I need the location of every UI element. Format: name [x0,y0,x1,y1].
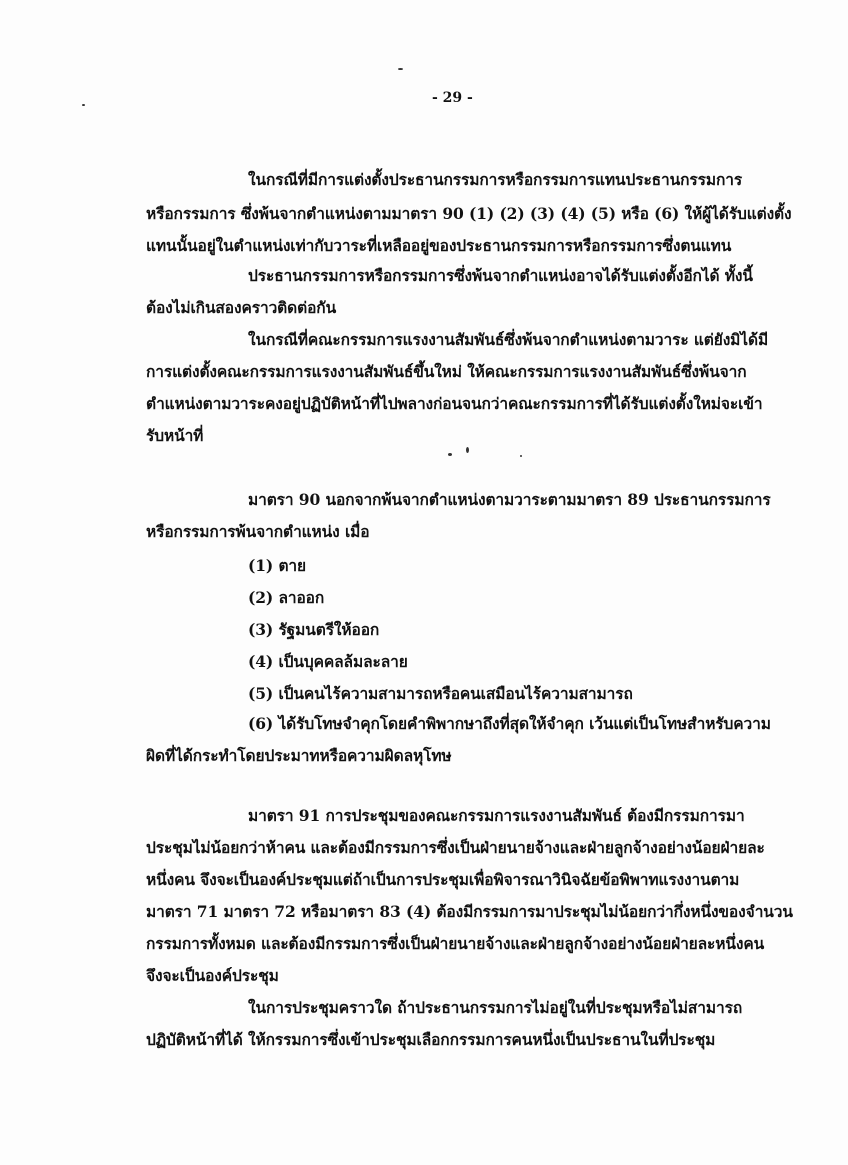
list-item: (3) รัฐมนตรีให้ออก [248,620,380,639]
text-line: ในการประชุมคราวใด ถ้าประธานกรรมการไม่อยู่ในที่ประชุมหรือไม่สามารถ [248,998,743,1017]
scan-speck [398,68,403,70]
text-line: หนึ่งคน จึงจะเป็นองค์ประชุมแต่ถ้าเป็นการประชุมเพื่อพิจารณาวินิจฉัยข้อพิพาทแรงงานตาม [146,870,740,889]
list-item: (4) เป็นบุคคลล้มละลาย [248,652,408,671]
text-line: รับหน้าที่ [146,426,204,445]
section-91-heading: มาตรา 91 การประชุมของคณะกรรมการแรงงานสัมพันธ์ ต้องมีกรรมการมา [248,806,745,825]
text-line: มาตรา 71 มาตรา 72 หรือมาตรา 83 (4) ต้องมีกรรมการมาประชุมไม่น้อยกว่ากึ่งหนึ่งของจำนวน [146,902,793,921]
list-item: (1) ตาย [248,556,307,575]
scan-speck [82,104,85,106]
list-item: (6) ได้รับโทษจำคุกโดยคำพิพากษาถึงที่สุดให้จำคุก เว้นแต่เป็นโทษสำหรับความ [248,714,771,733]
text-line: หรือกรรมการพ้นจากตำแหน่ง เมื่อ [146,522,370,541]
list-item: (2) ลาออก [248,588,325,607]
page-number: - 29 - [432,90,473,106]
text-line: แทนนั้นอยู่ในตำแหน่งเท่ากับวาระที่เหลืออยู่ของประธานกรรมการหรือกรรมการซึ่งตนแทน [146,236,732,255]
text-line: กรรมการทั้งหมด และต้องมีกรรมการซึ่งเป็นฝ่ายนายจ้างและฝ่ายลูกจ้างอย่างน้อยฝ่ายละหนึ่งคน [146,934,765,953]
scan-speck [448,453,452,456]
text-line: จึงจะเป็นองค์ประชุม [146,966,279,985]
scan-speck [466,447,469,453]
text-line: ปฏิบัติหน้าที่ได้ ให้กรรมการซึ่งเข้าประชุมเลือกกรรมการคนหนึ่งเป็นประธานในที่ประชุม [146,1030,716,1049]
text-line: ในกรณีที่มีการแต่งตั้งประธานกรรมการหรือกรรมการแทนประธานกรรมการ [248,170,743,189]
list-item: (5) เป็นคนไร้ความสามารถหรือคนเสมือนไร้ความสามารถ [248,684,633,703]
text-line: ผิดที่ได้กระทำโดยประมาทหรือความผิดลหุโทษ [146,746,452,765]
text-line: ต้องไม่เกินสองคราวติดต่อกัน [146,298,337,317]
section-90-heading: มาตรา 90 นอกจากพ้นจากตำแหน่งตามวาระตามมาตรา 89 ประธานกรรมการ [248,490,771,509]
text-line: ประธานกรรมการหรือกรรมการซึ่งพ้นจากตำแหน่งอาจได้รับแต่งตั้งอีกได้ ทั้งนี้ [248,266,753,285]
text-line: หรือกรรมการ ซึ่งพ้นจากตำแหน่งตามมาตรา 90 (1) (2) (3) (4) (5) หรือ (6) ให้ผู้ได้รับแต่งตั้ง [146,204,792,223]
text-line: การแต่งตั้งคณะกรรมการแรงงานสัมพันธ์ขึ้นใหม่ ให้คณะกรรมการแรงงานสัมพันธ์ซึ่งพ้นจาก [146,362,747,381]
text-line: ตำแหน่งตามวาระคงอยู่ปฏิบัติหน้าที่ไปพลางก่อนจนกว่าคณะกรรมการที่ได้รับแต่งตั้งใหม่จะเข้า [146,394,763,413]
scan-speck [520,455,522,457]
text-line: ประชุมไม่น้อยกว่าห้าคน และต้องมีกรรมการซึ่งเป็นฝ่ายนายจ้างและฝ่ายลูกจ้างอย่างน้อยฝ่ายละ [146,838,765,857]
text-line: ในกรณีที่คณะกรรมการแรงงานสัมพันธ์ซึ่งพ้นจากตำแหน่งตามวาระ แต่ยังมิได้มี [248,330,769,349]
